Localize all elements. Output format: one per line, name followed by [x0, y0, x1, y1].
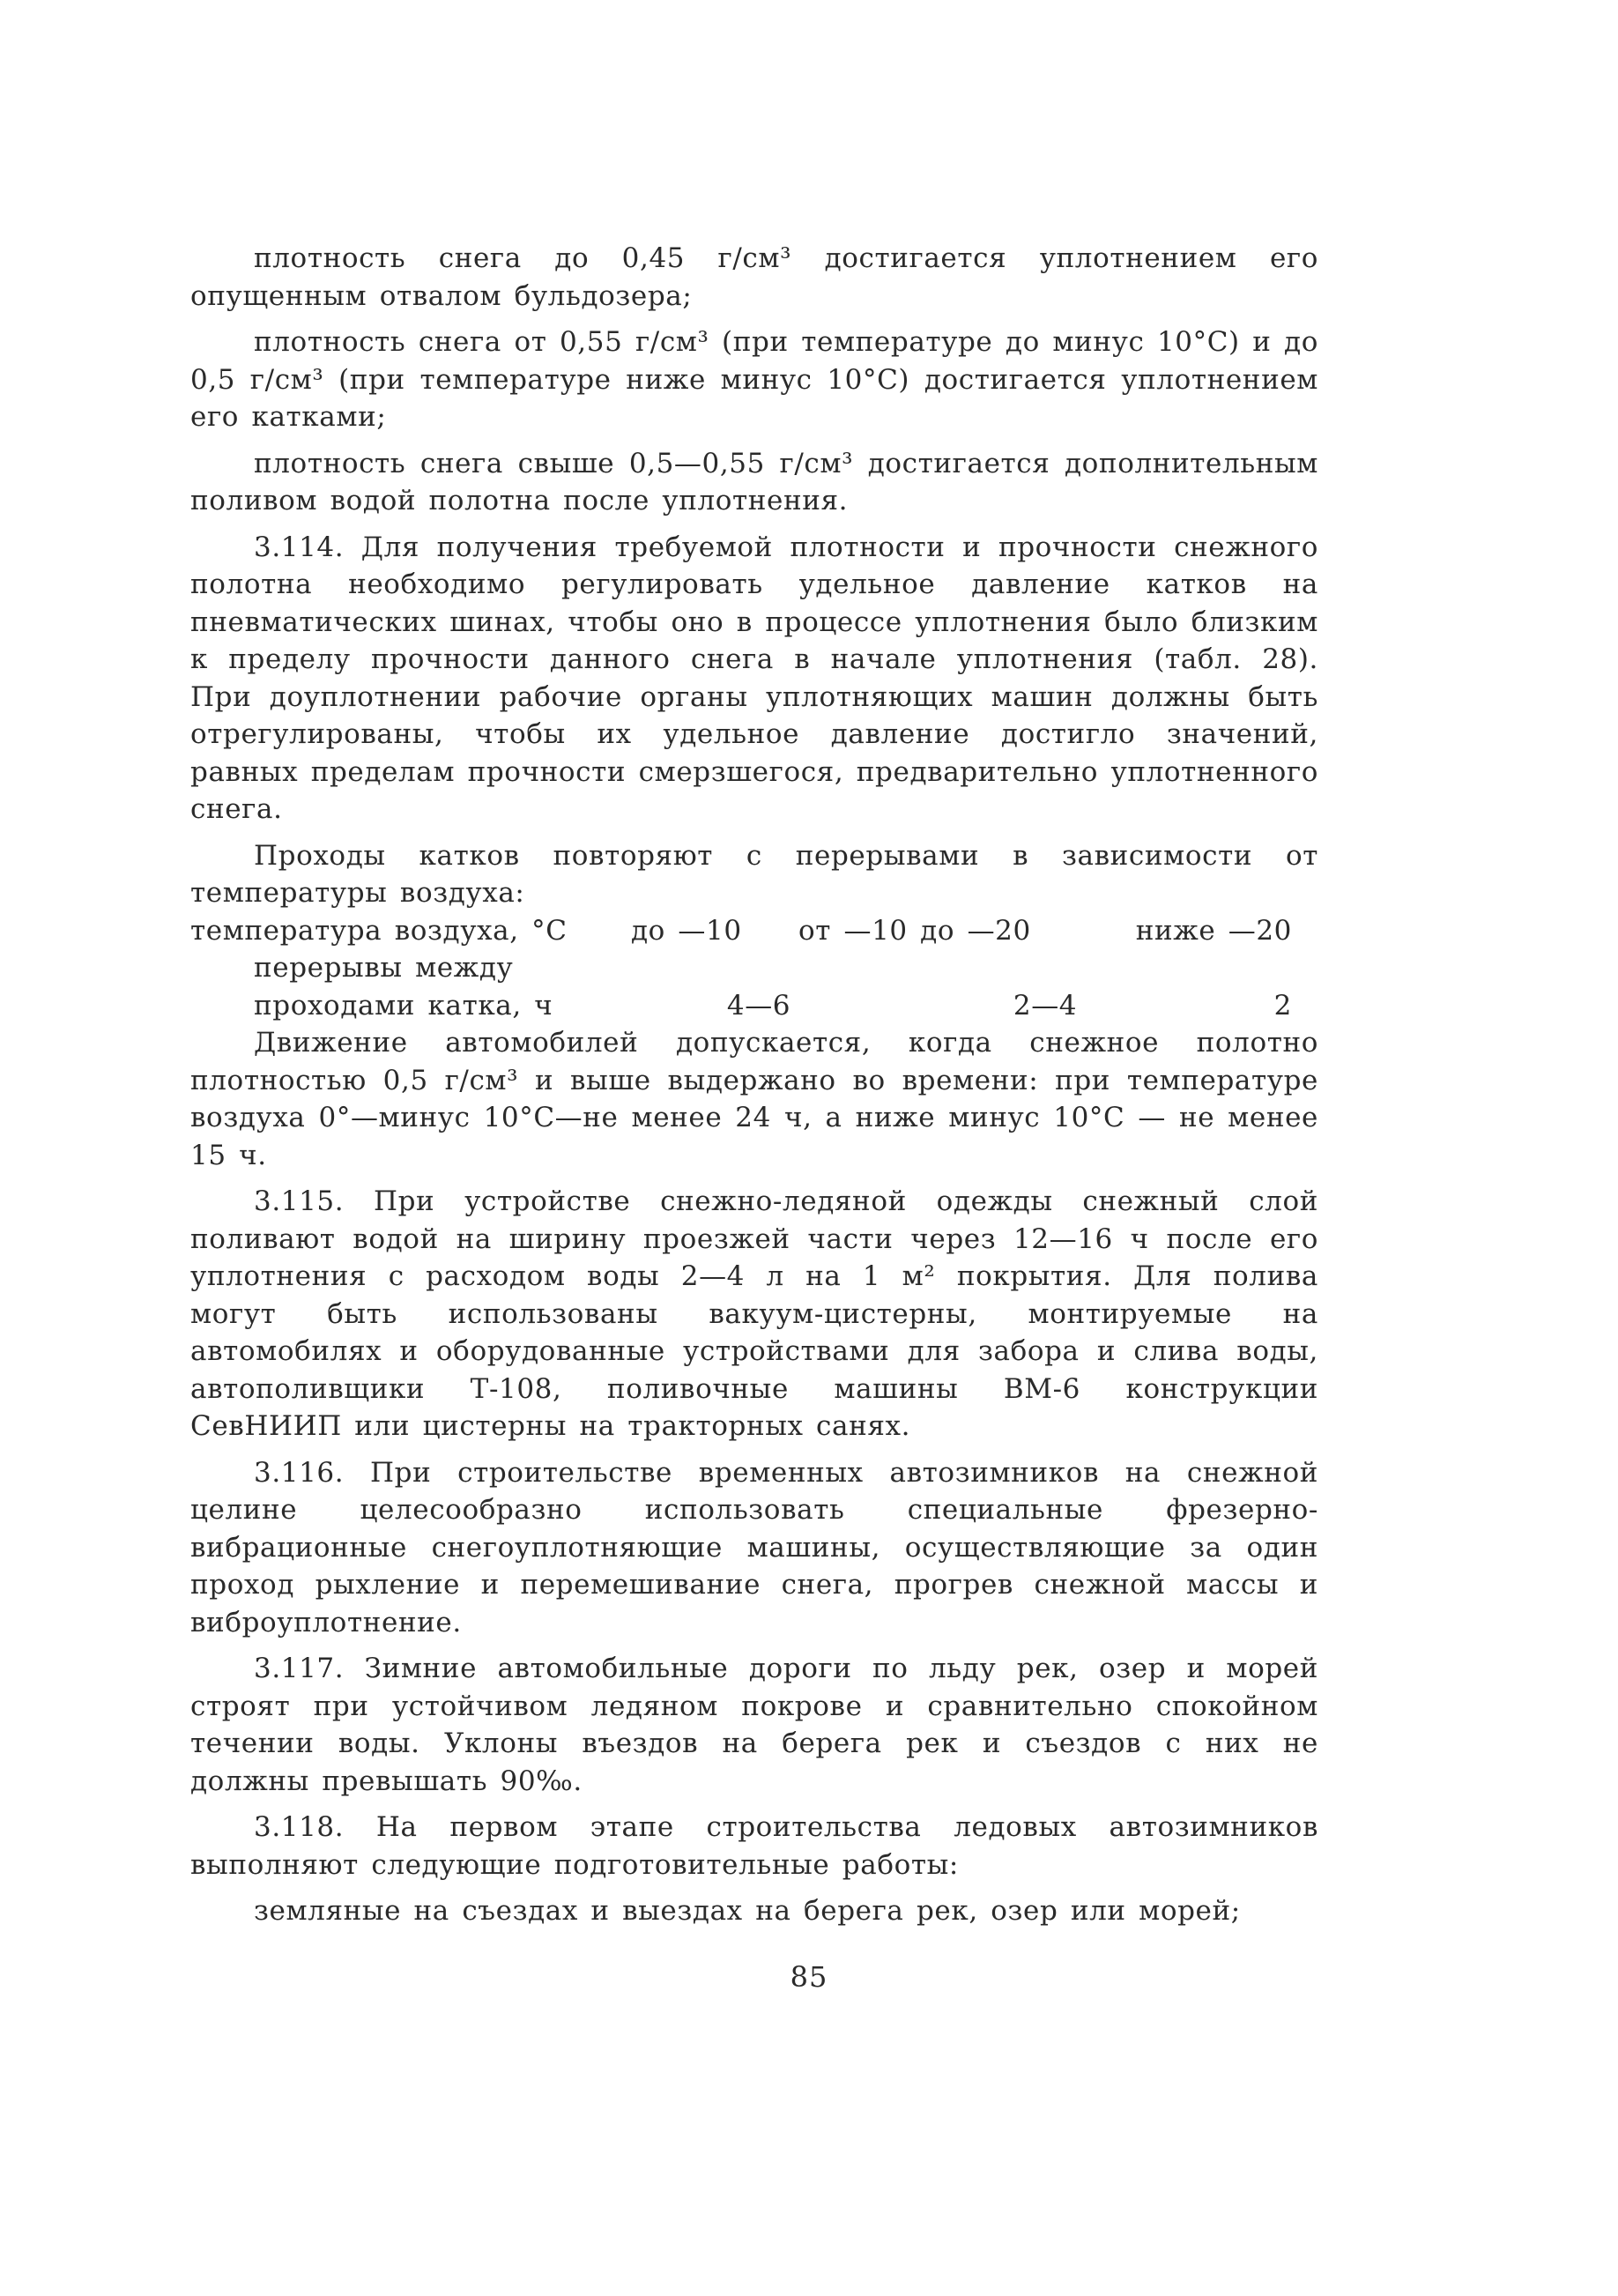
paragraph-density-055: плотность снега от 0,55 г/см³ (при температуре до минус 10°C) и до 0,5 г/см³ (при температуре ниже минус 10°C) достигается уплотнением его катками; — [190, 326, 1318, 433]
table-row-breaks — [190, 987, 1318, 1025]
paragraph-3-116: 3.116. При строительстве временных автозимников на снежной целине целесообразно использовать специальные фрезерно-вибрационные снегоуплотняющие машины, осуществляющие за один проход рыхление и перемешивание снега, прогрев снежной массы и виброуплотнение. — [190, 1456, 1318, 1638]
table-cell: ниже —20 — [1135, 914, 1292, 947]
table-cell: 4—6 — [726, 989, 791, 1022]
paragraph-3-117: 3.117. Зимние автомобильные дороги по льду рек, озер и морей строят при устойчивом ледяном покрове и сравнительно спокойном течении воды. Уклоны въездов на берега рек и съездов с них не должны превышать 90‰. — [190, 1653, 1318, 1797]
table-row-label: проходами катка, ч — [254, 989, 553, 1022]
table-cell: до —10 — [631, 914, 742, 947]
table-row-label: температура воздуха, °C — [190, 914, 568, 947]
paragraph-3-114: 3.114. Для получения требуемой плотности и прочности снежного полотна необходимо регулировать удельное давление катков на пневматических шинах, чтобы оно в процессе уплотнения было близким к пределу прочности данного снега в начале уплотнения (табл. 28). При доуплотнении рабочие органы уплотняющих машин должны быть отрегулированы, чтобы их удельное давление достигло значений, равных пределам прочности смерзшегося, предварительно уплотненного снега. — [190, 531, 1318, 825]
paragraph-density-045: плотность снега до 0,45 г/см³ достигается уплотнением его опущенным отвалом бульдозера; — [190, 242, 1318, 312]
paragraph-roller-passes: Проходы катков повторяют с перерывами в зависимости от температуры воздуха: — [190, 839, 1318, 909]
table-row-breaks-label — [190, 949, 1318, 987]
page-number: 85 — [790, 1960, 828, 1994]
paragraph-3-115: 3.115. При устройстве снежно-ледяной одежды снежный слой поливают водой на ширину проезжей части через 12—16 ч после его уплотнения с расходом воды 2—4 л на 1 м² покрытия. Для полива могут быть использованы вакуум-цистерны, монтируемые на автомобилях и оборудованные устройствами для забора и слива воды, автополивщики Т-108, поливочные машины ВМ-6 конструкции СевНИИП или цистерны на тракторных санях. — [190, 1185, 1318, 1442]
table-row-temperature — [190, 912, 1318, 950]
paragraph-earthworks: земляные на съездах и выездах на берега рек, озер или морей; — [254, 1895, 1241, 1927]
paragraph-3-118: 3.118. На первом этапе строительства ледовых автозимников выполняют следующие подготовительные работы: — [190, 1811, 1318, 1881]
paragraph-density-above: плотность снега свыше 0,5—0,55 г/см³ достигается дополнительным поливом водой полотна после уплотнения. — [190, 447, 1318, 516]
table-row-label: перерывы между — [254, 952, 514, 984]
table-cell: от —10 до —20 — [798, 914, 1031, 947]
table-cell: 2—4 — [1013, 989, 1078, 1022]
paragraph-traffic-allowed: Движение автомобилей допускается, когда снежное полотно плотностью 0,5 г/см³ и выше выдержано во времени: при температуре воздуха 0°—минус 10°C—не менее 24 ч, а ниже минус 10°C — не менее 15 ч. — [190, 1027, 1318, 1171]
body-text — [190, 240, 1318, 1930]
table-cell: 2 — [1273, 989, 1292, 1022]
